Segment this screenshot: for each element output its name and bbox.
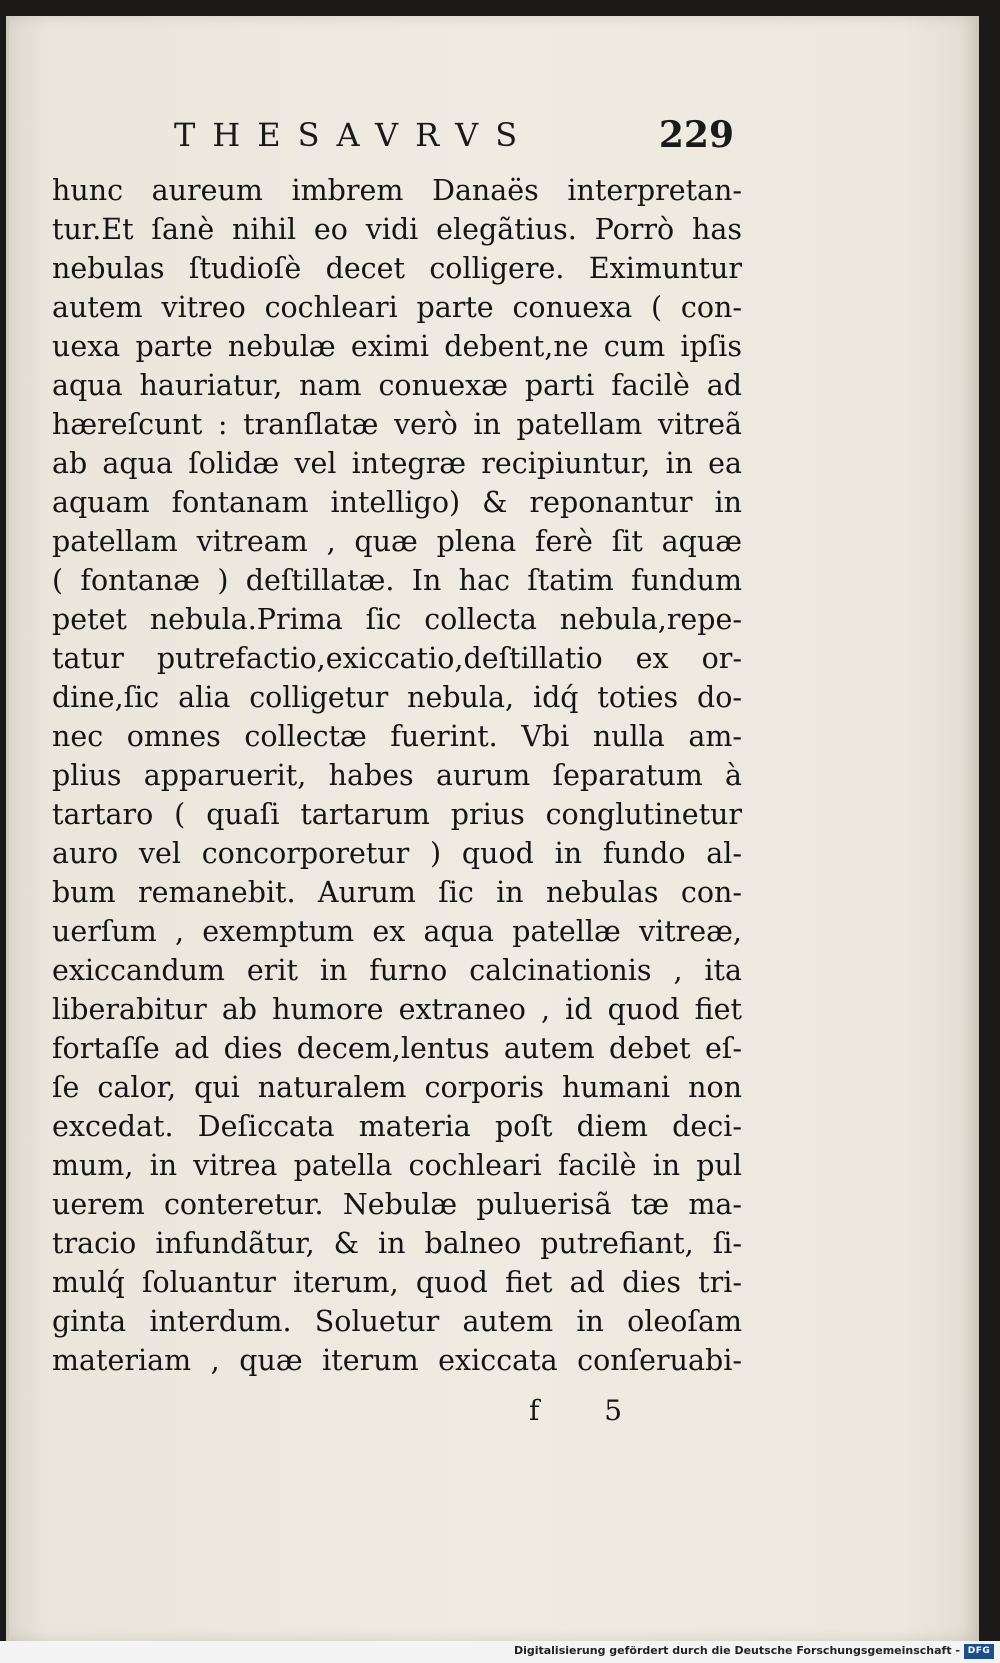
text-line: tracio infundãtur, & in balneo putrefiant, ſi- bbox=[52, 1227, 742, 1260]
text-line: patellam vitream , quæ plena ferè ſit aquæ bbox=[52, 525, 742, 558]
signature-mark: f 5 bbox=[529, 1394, 651, 1427]
text-line: plius apparuerit, habes aurum ſeparatum à bbox=[52, 759, 742, 792]
text-line: ab aqua ſolidæ vel integræ recipiuntur, in ea bbox=[52, 447, 742, 480]
text-line: tatur putrefactio,exiccatio,deſtillatio ex or- bbox=[52, 642, 742, 675]
page-header bbox=[174, 116, 734, 166]
text-line: mulq́ ſoluantur iterum, quod fiet ad dies tri- bbox=[52, 1266, 742, 1299]
text-line: tur.Et ſanè nihil eo vidi elegãtius. Porrò has bbox=[52, 213, 742, 246]
book-page bbox=[6, 16, 979, 1641]
text-line: autem vitreo cochleari parte conuexa ( con- bbox=[52, 291, 742, 324]
text-line: ( fontanæ ) deſtillatæ. In hac ſtatim fundum bbox=[52, 564, 742, 597]
text-line: uexa parte nebulæ eximi debent,ne cum ipſis bbox=[52, 330, 742, 363]
text-line: exiccandum erit in furno calcinationis , ita bbox=[52, 954, 742, 987]
footer-bar bbox=[0, 1641, 1000, 1663]
page-number: 229 bbox=[658, 114, 734, 156]
body-text bbox=[52, 171, 742, 1380]
text-line: dine,ſic alia colligetur nebula, idq́ toties do- bbox=[52, 681, 742, 714]
funding-credit: Digitalisierung gefördert durch die Deutsche Forschungsgemeinschaft - bbox=[513, 1644, 960, 1657]
text-line: mum, in vitrea patella cochleari facilè in pul bbox=[52, 1149, 742, 1182]
text-line: aqua hauriatur, nam conuexæ parti facilè ad bbox=[52, 369, 742, 402]
text-line: nebulas ſtudioſè decet colligere. Eximuntur bbox=[52, 252, 742, 285]
text-line: materiam , quæ iterum exiccata conſeruabi- bbox=[52, 1344, 742, 1377]
text-line: tartaro ( quaſi tartarum prius conglutinetur bbox=[52, 798, 742, 831]
text-line: uerem conteretur. Nebulæ puluerisã tæ ma- bbox=[52, 1188, 742, 1221]
text-line: fortaſſe ad dies decem,lentus autem debet eſ- bbox=[52, 1032, 742, 1065]
text-line: hunc aureum imbrem Danaës interpretan- bbox=[52, 174, 742, 207]
text-line: auro vel concorporetur ) quod in fundo al- bbox=[52, 837, 742, 870]
text-line: ginta interdum. Soluetur autem in oleoſam bbox=[52, 1305, 742, 1338]
running-title: THESAVRVS bbox=[174, 116, 535, 154]
text-line: ſe calor, qui naturalem corporis humani non bbox=[52, 1071, 742, 1104]
dfg-logo: DFG bbox=[964, 1644, 994, 1659]
text-line: uerſum , exemptum ex aqua patellæ vitreæ, bbox=[52, 915, 742, 948]
text-line: nec omnes collectæ fuerint. Vbi nulla am- bbox=[52, 720, 742, 753]
text-line: bum remanebit. Aurum ſic in nebulas con- bbox=[52, 876, 742, 909]
text-line: petet nebula.Prima ſic collecta nebula,repe- bbox=[52, 603, 742, 636]
text-line: excedat. Deſiccata materia poſt diem deci- bbox=[52, 1110, 742, 1143]
text-line: liberabitur ab humore extraneo , id quod fiet bbox=[52, 993, 742, 1026]
text-line: aquam fontanam intelligo) & reponantur in bbox=[52, 486, 742, 519]
text-line: hæreſcunt : tranſlatæ verò in patellam vitreã bbox=[52, 408, 742, 441]
